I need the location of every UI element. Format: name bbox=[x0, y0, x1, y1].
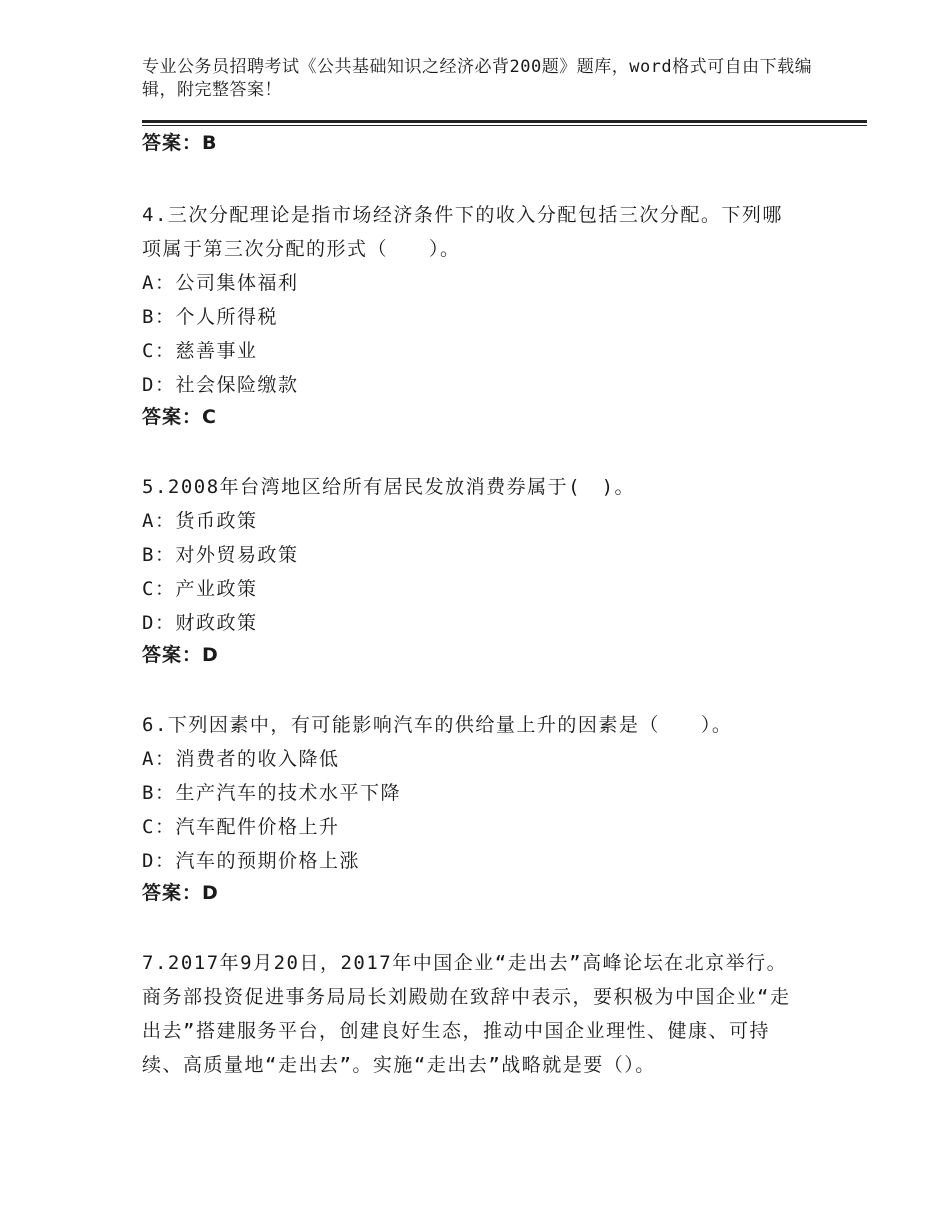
answer-line: 答案：D bbox=[142, 644, 219, 666]
answer-line: 答案：B bbox=[142, 132, 218, 154]
option-d: D：汽车的预期价格上涨 bbox=[142, 850, 360, 872]
option-c: C：慈善事业 bbox=[142, 340, 258, 362]
answer-line: 答案：C bbox=[142, 406, 217, 428]
option-b: B：生产汽车的技术水平下降 bbox=[142, 782, 401, 804]
option-d: D：社会保险缴款 bbox=[142, 374, 299, 396]
option-b: B：对外贸易政策 bbox=[142, 544, 299, 566]
question-text: 5.2008年台湾地区给所有居民发放消费券属于( )。 bbox=[142, 476, 636, 498]
page-header: 专业公务员招聘考试《公共基础知识之经济必背200题》题库，word格式可自由下载编辑，附完整答案！ bbox=[142, 57, 813, 100]
option-d: D：财政政策 bbox=[142, 612, 258, 634]
answer-line: 答案：D bbox=[142, 882, 219, 904]
question-list bbox=[142, 128, 802, 1082]
question-4 bbox=[142, 198, 802, 432]
option-a: A：公司集体福利 bbox=[142, 272, 299, 294]
question-5 bbox=[142, 470, 802, 670]
option-b: B：个人所得税 bbox=[142, 306, 278, 328]
question-text: 4.三次分配理论是指市场经济条件下的收入分配包括三次分配。下列哪项属于第三次分配的形式（ ）。 bbox=[142, 204, 783, 260]
question-6 bbox=[142, 708, 802, 908]
header-rule-thin bbox=[142, 125, 867, 126]
option-a: A：货币政策 bbox=[142, 510, 258, 532]
option-c: C：汽车配件价格上升 bbox=[142, 816, 340, 838]
option-c: C：产业政策 bbox=[142, 578, 258, 600]
question-7 bbox=[142, 946, 802, 1082]
question-text: 6.下列因素中，有可能影响汽车的供给量上升的因素是（ ）。 bbox=[142, 714, 733, 736]
question-text: 7.2017年9月20日，2017年中国企业“走出去”高峰论坛在北京举行。商务部投资促进事务局局长刘殿勋在致辞中表示，要积极为中国企业“走出去”搭建服务平台，创建良好生态，推动中国企业理性、健康、可持续、高质量地“走出去”。实施“走出去”战略就是要（）。 bbox=[142, 952, 791, 1076]
header-rule-thick bbox=[142, 120, 867, 123]
option-a: A：消费者的收入降低 bbox=[142, 748, 340, 770]
